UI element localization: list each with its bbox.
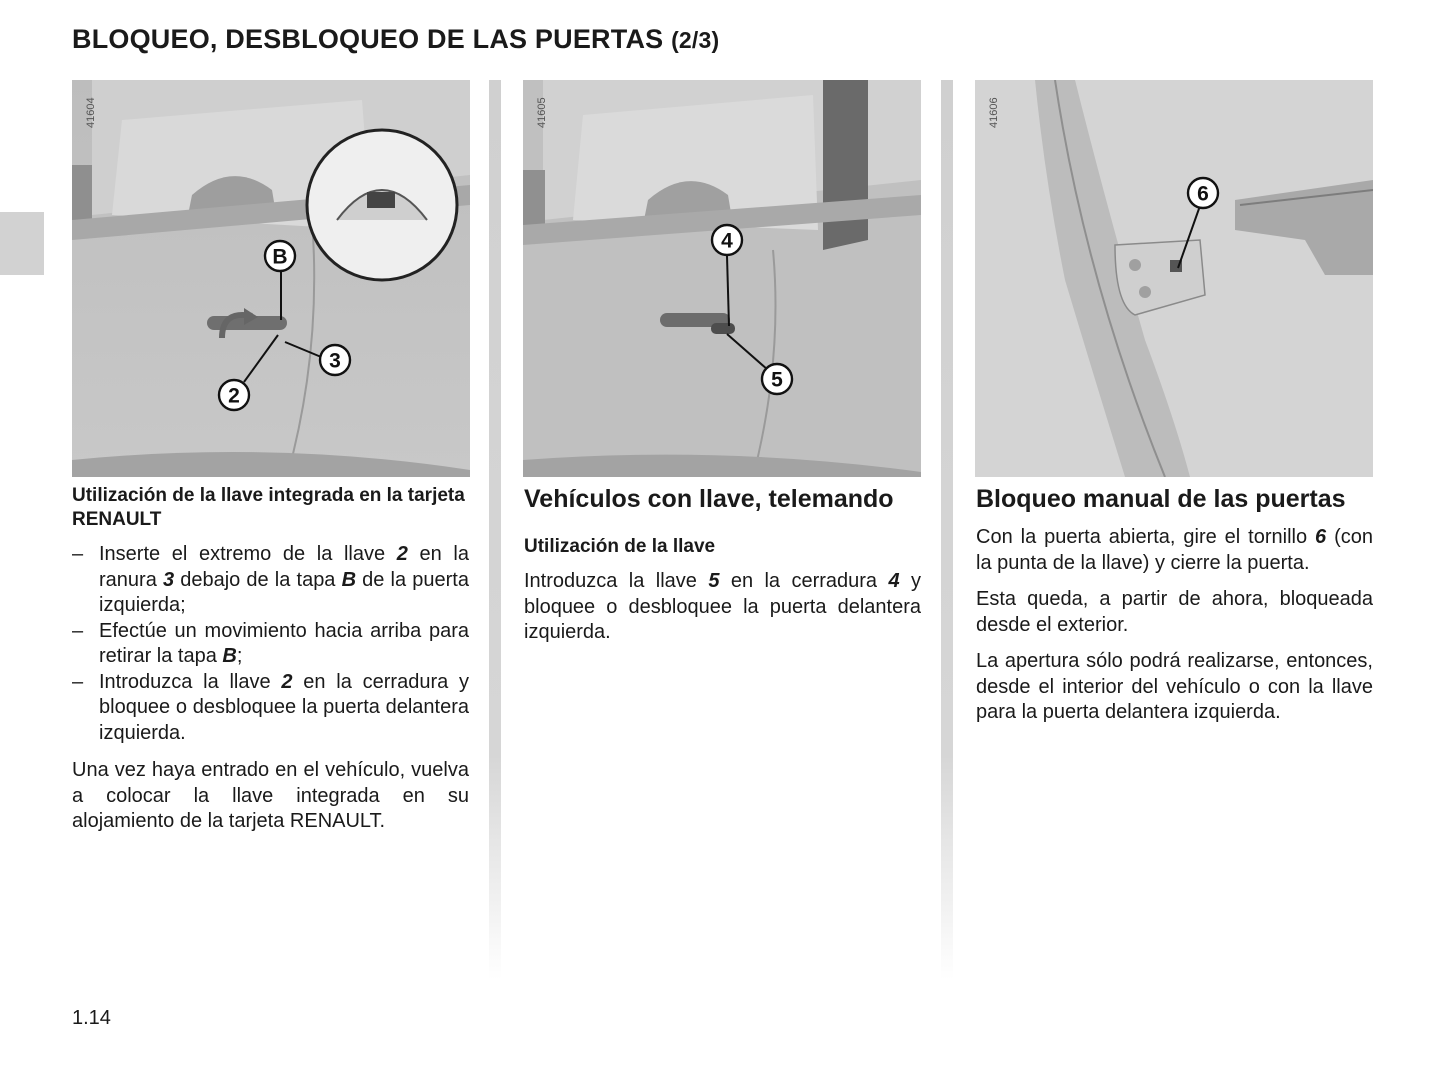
section-heading: Bloqueo manual de las puertas (976, 485, 1346, 513)
figure-code: 41604 (85, 97, 97, 128)
callout-4 (712, 225, 742, 255)
paragraph: Con la puerta abierta, gire el tornillo 6 (con la punta de la llave) y cierre la puerta. (976, 526, 1373, 574)
svg-text:B: B (272, 245, 288, 269)
instruction-list (72, 542, 469, 746)
list-item: – Introduzca la llave 2 en la cerradura y bloquee o desbloquee la puerta delantera izquierda. (72, 670, 469, 747)
paragraph: Esta queda, a partir de ahora, bloqueada desde el exterior. (976, 588, 1373, 636)
chapter-tab (0, 212, 44, 275)
paragraph: Una vez haya entrado en el vehículo, vuelva a colocar la llave integrada en su alojamiento de la tarjeta RENAULT. (72, 759, 469, 832)
svg-text:5: 5 (771, 368, 783, 392)
column-remote-key (524, 484, 921, 657)
page-title (72, 24, 719, 55)
column-integrated-key (72, 484, 469, 846)
section-subheading: Utilización de la llave (524, 536, 716, 557)
page-title-part: (2/3) (671, 27, 720, 53)
list-item: – Efectúe un movimiento hacia arriba para retirar la tapa B; (72, 619, 469, 670)
callout-2 (219, 380, 249, 410)
column-divider (489, 80, 501, 980)
section-heading: Vehículos con llave, telemando (524, 485, 894, 513)
svg-text:4: 4 (721, 229, 733, 253)
callout-6 (1188, 178, 1218, 208)
callout-b (265, 241, 295, 271)
section-heading: Utilización de la llave integrada en la tarjeta RENAULT (72, 485, 465, 530)
figure-code: 41606 (988, 97, 1000, 128)
svg-text:3: 3 (329, 349, 341, 373)
figure-door-lock (523, 80, 921, 477)
column-manual-lock (976, 484, 1373, 737)
svg-text:2: 2 (228, 384, 240, 408)
figure-code: 41605 (536, 97, 548, 128)
list-item: – Inserte el extremo de la llave 2 en la ranura 3 debajo de la tapa B de la puerta izquierda; (72, 542, 469, 619)
paragraph: La apertura sólo podrá realizarse, entonces, desde el interior del vehículo o con la llave para la puerta delantera izquierda. (976, 650, 1373, 723)
callout-5 (762, 364, 792, 394)
page-title-text: BLOQUEO, DESBLOQUEO DE LAS PUERTAS (72, 24, 664, 54)
paragraph: Introduzca la llave 5 en la cerradura 4 y bloquee o desbloquee la puerta delantera izquierda. (524, 570, 921, 643)
column-divider (941, 80, 953, 980)
figure-door-screw (975, 80, 1373, 477)
callout-3 (320, 345, 350, 375)
page-number: 1.14 (72, 1007, 111, 1029)
svg-text:6: 6 (1197, 182, 1209, 206)
figure-key-slot (72, 80, 470, 477)
